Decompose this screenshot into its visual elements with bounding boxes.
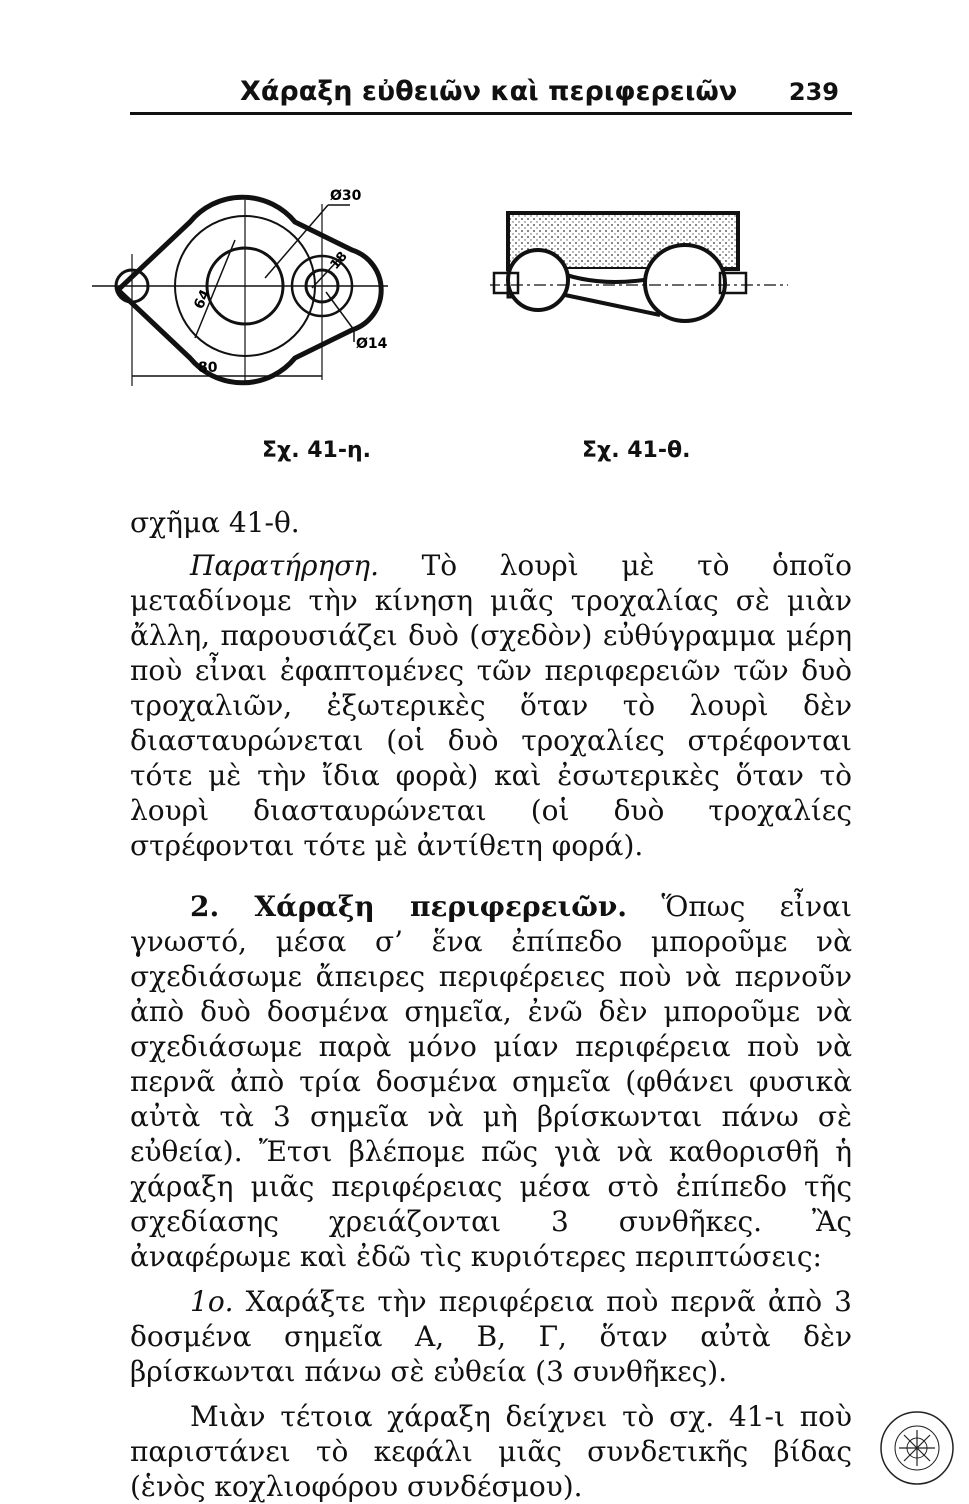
dim-diameter-30: Ø30	[330, 188, 362, 204]
figure-41-theta	[490, 205, 790, 345]
caption-41-theta: Σχ. 41-θ.	[582, 438, 691, 463]
page-number: 239	[788, 78, 839, 106]
pulley-lever-drawing	[90, 170, 420, 395]
stamp-seal-icon	[877, 1408, 957, 1488]
remark-text: Τὸ λουρὶ μὲ τὸ ὁποῖο μεταδίνομε τὴν κίνηση μιᾶς τροχαλίας σὲ μιὰν ἄλλη, παρουσιάζει δυὸ (σχεδὸν) εὐθύγραμμα μέρη ποὺ εἶναι ἐφαπτομένες τῶν περιφερειῶν τῶν δυὸ τροχαλιῶν, ἐξωτερικὲς ὅταν τὸ λουρὶ δὲν διασταυρώνεται (οἱ δυὸ τροχαλίες στρέφονται τότε μὲ τὴν ἴδια φορὰ) καὶ ἐσωτερικὲς ὅταν τὸ λουρὶ διασταυρώνεται (οἱ δυὸ τροχαλίες στρέφονται τότε μὲ ἀντίθετη φορά).	[130, 549, 852, 862]
case-text: Χαράξτε τὴν περιφέρεια ποὺ περνᾶ ἀπὸ 3 δοσμένα σημεῖα Α, Β, Γ, ὅταν αὐτὰ δὲν βρίσκωνται πάνω σὲ εὐθεία (3 συνθῆκες).	[130, 1285, 852, 1388]
running-title: Χάραξη εὐθειῶν καὶ περιφερειῶν	[240, 76, 738, 107]
figure-41-eta	[90, 170, 420, 395]
remark-label: Παρατήρηση.	[190, 549, 379, 582]
figure-reference-line: σχῆμα 41-θ.	[130, 506, 300, 539]
dim-80: 80	[198, 360, 218, 376]
dim-64: 64	[191, 287, 214, 312]
section-text: Ὅπως εἶναι γνωστό, μέσα σ’ ἕνα ἐπίπεδο μποροῦμε νὰ σχεδιάσωμε ἄπειρες περιφέρειες ποὺ νὰ περνοῦν ἀπὸ δυὸ δοσμένα σημεῖα, ἐνῶ δὲν μποροῦμε νὰ σχεδιάσωμε παρὰ μόνο μίαν περιφέρεια ποὺ νὰ περνᾶ ἀπὸ τρία δοσμένα σημεῖα (φθάνει φυσικὰ αὐτὰ τὰ 3 σημεῖα νὰ μὴ βρίσκωνται πάνω σὲ εὐθεία). Ἔτσι βλέπομε πῶς γιὰ νὰ καθορισθῆ ἡ χάραξη μιᾶς περιφέρειας μέσα στὸ ἐπίπεδο τῆς σχεδίασης χρειάζονται 3 συνθῆκες. Ἂς ἀναφέρωμε καὶ ἐδῶ τὶς κυριότερες περιπτώσεις:	[130, 890, 852, 1273]
body-text	[130, 505, 852, 1504]
remark-paragraph	[130, 548, 852, 863]
section-paragraph	[130, 889, 852, 1274]
final-paragraph: Μιὰν τέτοια χάραξη δείχνει τὸ σχ. 41-ι ποὺ παριστάνει τὸ κεφάλι μιᾶς συνδετικῆς βίδας (ἑνὸς κοχλιοφόρου συνδέσμου).	[130, 1400, 852, 1503]
section-heading: 2. Χάραξη περιφερειῶν.	[190, 890, 628, 923]
case-label: 1ο.	[190, 1285, 234, 1318]
case-paragraph	[130, 1284, 852, 1389]
page-header	[0, 72, 969, 112]
dim-18: 18	[327, 249, 351, 273]
belt-drive-drawing	[490, 205, 790, 345]
header-rule	[130, 112, 852, 115]
foundation-stamp	[877, 1408, 957, 1492]
dim-diameter-14: Ø14	[356, 336, 388, 352]
caption-41-eta: Σχ. 41-η.	[262, 438, 372, 463]
